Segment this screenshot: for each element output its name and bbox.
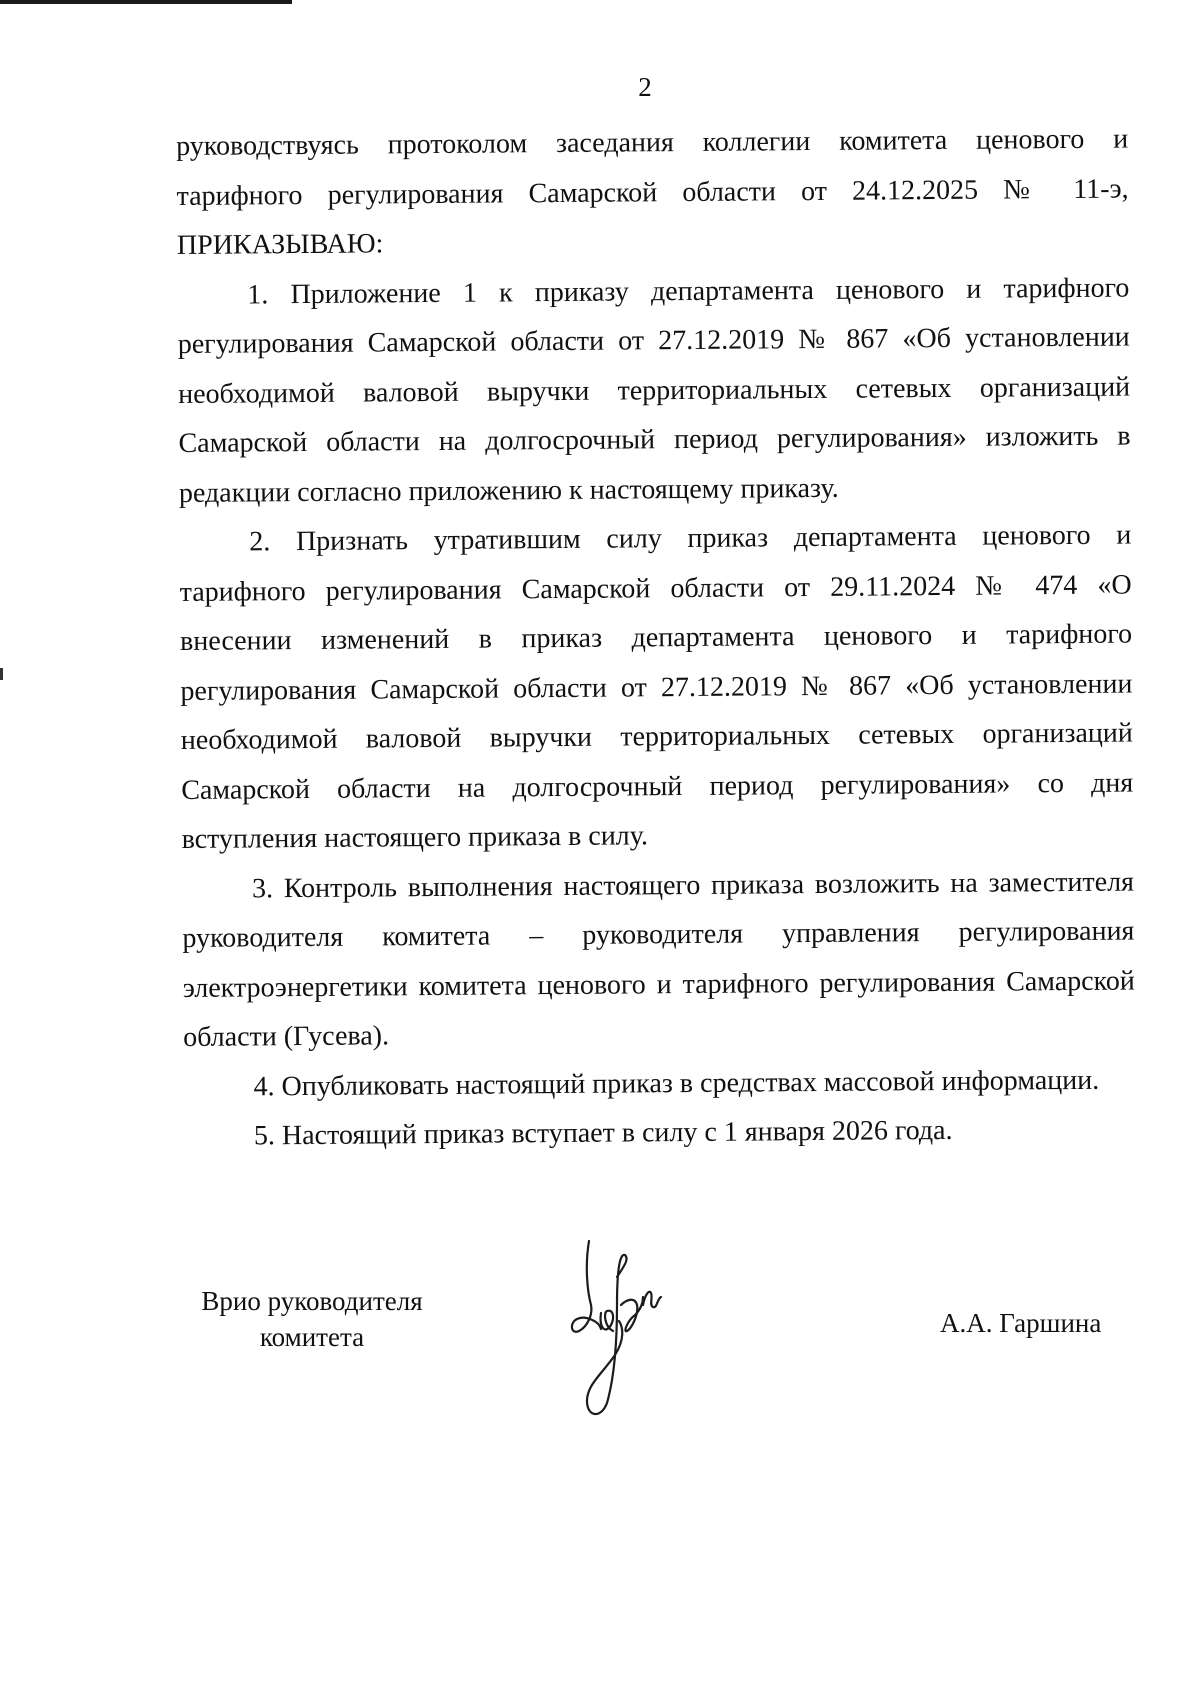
- clause-3: 3. Контроль выполнения настоящего приказа возложить на заместителя руководителя комитета – руководителя управления регулирования электроэнергетики комитета ценового и тарифного регулирования Самарской области (Гусева).: [182, 865, 1135, 1053]
- signatory-position-line1: Врио руководителя: [201, 1286, 423, 1316]
- clause-4: 4. Опубликовать настоящий приказ в средствах массовой информации.: [253, 1064, 1100, 1102]
- signatory-position-line2: комитета: [259, 1322, 365, 1352]
- signatory-name: А.А. Гаршина: [940, 1308, 1102, 1338]
- document-body: [176, 115, 1136, 1162]
- page-number: 2: [638, 72, 652, 102]
- scan-edge-bar: [0, 0, 292, 4]
- intro-paragraph: руководствуясь протоколом заседания коллегии комитета ценового и тарифного регулирования Самарской области от 24.12.2025 № 11-э, ПРИКАЗЫВАЮ:: [176, 123, 1129, 261]
- handwritten-signature: [565, 1235, 690, 1420]
- signatory-position: [188, 1283, 436, 1355]
- scan-edge-mark: [0, 668, 3, 680]
- clause-5: 5. Настоящий приказ вступает в силу с 1 января 2026 года.: [253, 1114, 953, 1152]
- clause-1: 1. Приложение 1 к приказу департамента ценового и тарифного регулирования Самарской области от 27.12.2019 № 867 «Об установлении необходимой валовой выручки территориальных сетевых организаций Самарской области на долгосрочный период регулирования» изложить в редакции согласно приложению к настоящему приказу.: [177, 272, 1131, 509]
- clause-2: 2. Признать утратившим силу приказ департамента ценового и тарифного регулирования Самарской области от 29.11.2024 № 474 «О внесении изменений в приказ департамента ценового и тарифного регулирования Самарской области от 27.12.2019 № 867 «Об установлении необходимой валовой выручки территориальных сетевых организаций Самарской области на долгосрочный период регулирования» со дня вступления настоящего приказа в силу.: [179, 519, 1134, 855]
